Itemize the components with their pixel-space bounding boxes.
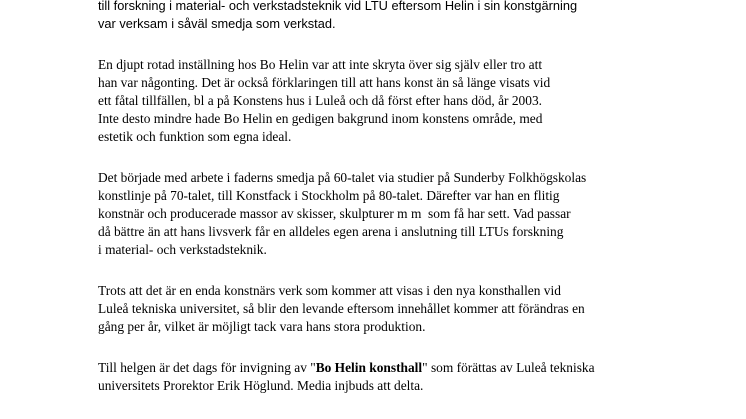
paragraph-4-line-1: [98, 360, 595, 376]
paragraph-1-line-5: estetik och funktion som egna ideal.: [98, 129, 292, 144]
paragraph-2-line-2: konstlinje på 70-talet, till Konstfack i Stockholm på 80-talet. Därefter var han en flitig: [98, 188, 560, 203]
paragraph-4-text-before: Till helgen är det dags för invigning av ": [98, 360, 316, 375]
paragraph-4-line-2: universitets Prorektor Erik Höglund. Media injbuds att delta.: [98, 378, 424, 393]
paragraph-4-text-after: " som förättas av Luleå tekniska: [422, 360, 595, 375]
paragraph-3-line-2: Luleå tekniska universitet, så blir den levande eftersom innehållet kommer att förändras en: [98, 301, 585, 316]
paragraph-3-line-3: gång per år, vilket är möjligt tack vara hans stora produktion.: [98, 319, 426, 334]
intro-line-2: var verksam i såväl smedja som verkstad.: [98, 16, 336, 31]
paragraph-2-line-4: då bättre än att hans livsverk får en alldeles egen arena i anslutning till LTUs forskning: [98, 224, 564, 239]
paragraph-1-line-1: En djupt rotad inställning hos Bo Helin var att inte skryta över sig själv eller tro att: [98, 57, 543, 72]
paragraph-3-line-1: Trots att det är en enda konstnärs verk som kommer att visas i den nya konsthallen vid: [98, 283, 561, 298]
paragraph-1-line-3: ett fåtal tillfällen, bl a på Konstens hus i Luleå och då först efter hans död, år 2003.: [98, 93, 542, 108]
paragraph-1-line-2: han var någonting. Det är också förklaringen till att hans konst än så länge visats vid: [98, 75, 551, 90]
paragraph-2-line-3: konstnär och producerade massor av skisser, skulpturer m m som få har sett. Vad passar: [98, 206, 571, 221]
paragraph-2-line-1: Det började med arbete i faderns smedja på 60-talet via studier på Sunderby Folkhögskolas: [98, 170, 587, 185]
paragraph-2-line-5: i material- och verkstadsteknik.: [98, 242, 267, 257]
paragraph-1-line-4: Inte desto mindre hade Bo Helin en gedigen bakgrund inom konstens område, med: [98, 111, 543, 126]
konsthall-name: Bo Helin konsthall: [315, 360, 423, 375]
intro-line-1: till forskning i material- och verkstadsteknik vid LTU eftersom Helin i sin konstgärning: [98, 0, 578, 13]
